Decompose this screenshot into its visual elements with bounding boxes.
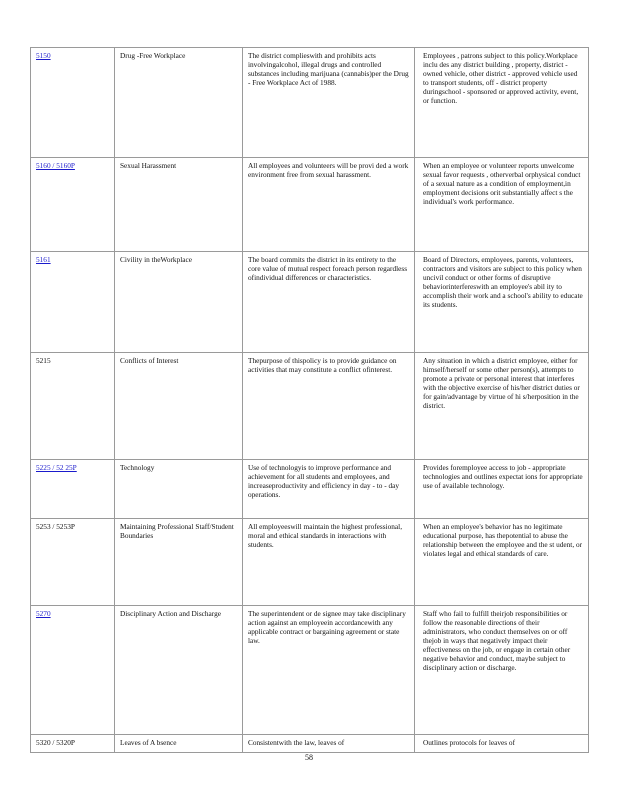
policy-code-link[interactable]: 5160 / 5160P (36, 161, 75, 170)
table-row (31, 519, 589, 606)
policy-requirement-cell (415, 735, 589, 753)
policy-code-link[interactable]: 5225 / 52 25P (36, 463, 77, 472)
policy-code-cell (31, 48, 115, 158)
policy-code-cell (31, 606, 115, 735)
policy-requirement-cell (415, 158, 589, 252)
policy-requirement-cell (415, 353, 589, 460)
table-row (31, 48, 589, 158)
policy-code: 5253 / 5253P (36, 522, 75, 531)
policy-code-cell (31, 353, 115, 460)
policy-title: Maintaining Professional Staff/Student Boundaries (115, 519, 243, 606)
policy-title: Civility in theWorkplace (115, 252, 243, 353)
policy-requirement: Provides foremployee access to job - appropriate technologies and outlines expectat ions for appropriate use of available technology. (423, 463, 583, 490)
policy-requirement-cell (415, 606, 589, 735)
table-row (31, 735, 589, 753)
policy-title: Disciplinary Action and Discharge (115, 606, 243, 735)
policy-code-link[interactable]: 5150 (36, 51, 51, 60)
policy-description: The district complieswith and prohibits acts involvingalcohol, illegal drugs and controlled substances including marijuana (cannabis)per the Drug - Free Workplace Act of 1988. (243, 48, 415, 158)
policy-description: All employees and volunteers will be provi ded a work environment free from sexual harassment. (243, 158, 415, 252)
policy-requirement: Employees , patrons subject to this policy.Workplace inclu des any district building , property, district - owned vehicle, other district - approved vehicle used to transport students, off - district property duringschool - sponsored or approved activity, event, or function. (423, 51, 579, 105)
policy-description: Thepurpose of thispolicy is to provide guidance on activities that may constitute a conflict ofinterest. (243, 353, 415, 460)
policy-code-link[interactable]: 5270 (36, 609, 51, 618)
policy-description: Consistentwith the law, leaves of (243, 735, 415, 753)
policy-requirement: Board of Directors, employees, parents, volunteers, contractors and visitors are subject to this policy when uncivil conduct or other forms of disruptive behaviorinterfereswith an employee's abil ity to accomplish their work and a school's ability to educate its students. (423, 255, 583, 309)
policy-code-cell (31, 519, 115, 606)
policy-code: 5320 / 5320P (36, 738, 75, 747)
policy-requirement-cell (415, 460, 589, 519)
policy-code: 5215 (36, 356, 51, 365)
table-row (31, 606, 589, 735)
policy-requirement: Any situation in which a district employee, either for himself/herself or some other person(s), attempts to promote a private or personal interest that interferes with the objective exercise of his/her district duties or for gain/advantage by virtue of hi s/herposition in the district. (423, 356, 580, 410)
policy-code-link[interactable]: 5161 (36, 255, 51, 264)
policy-description: All employeeswill maintain the highest professional, moral and ethical standards in interactions with students. (243, 519, 415, 606)
policy-requirement-cell (415, 48, 589, 158)
policy-table (30, 47, 589, 753)
policy-description: The superintendent or de signee may take disciplinary action against an employeein accordancewith any applicable contract or bargaining agreement or state law. (243, 606, 415, 735)
table-row (31, 252, 589, 353)
policy-title: Technology (115, 460, 243, 519)
policy-description: Use of technologyis to improve performance and achievement for all students and employees, and increaseproductivity and efficiency in day - to - day operations. (243, 460, 415, 519)
policy-requirement: When an employee or volunteer reports unwelcome sexual favor requests , otherverbal orphysical conduct of a sexual nature as a condition of employment,in employment decisions orit substantially affect s the individual's work performance. (423, 161, 581, 206)
policy-code-cell (31, 735, 115, 753)
table-row (31, 353, 589, 460)
policy-requirement: When an employee's behavior has no legitimate educational purpose, has thepotential to abuse the relationship between the employee and the st udent, or violates legal and ethical standards of care. (423, 522, 583, 558)
table-row (31, 460, 589, 519)
page-number: 58 (305, 753, 313, 762)
policy-description: The board commits the district in its entirety to the core value of mutual respect foreach person regardless ofindividual differences or characteristics. (243, 252, 415, 353)
policy-title: Conflicts of Interest (115, 353, 243, 460)
policy-code-cell (31, 460, 115, 519)
policy-title: Drug -Free Workplace (115, 48, 243, 158)
policy-title: Sexual Harassment (115, 158, 243, 252)
policy-code-cell (31, 252, 115, 353)
policy-requirement-cell (415, 519, 589, 606)
policy-code-cell (31, 158, 115, 252)
policy-title: Leaves of A bsence (115, 735, 243, 753)
policy-requirement: Outlines protocols for leaves of (423, 738, 515, 747)
policy-requirement-cell (415, 252, 589, 353)
policy-requirement: Staff who fail to fulfill theirjob responsibilities or follow the reasonable directions of their administrators, who conduct themselves on or off thejob in ways that negatively impact their effectiveness on the job, or engage in certain other negative behavior and conduct, maybe subject to disciplinary action or discharge. (423, 609, 571, 672)
table-row (31, 158, 589, 252)
